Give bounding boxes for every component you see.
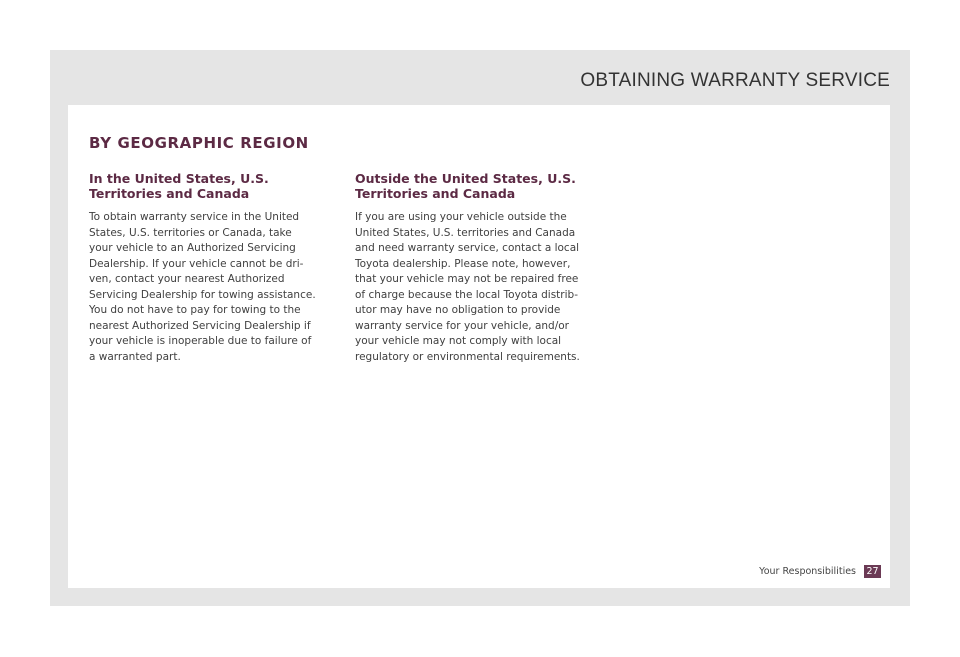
left-body-line: ven, contact your nearest Authorized [89,273,285,285]
page-footer [759,565,881,578]
left-body-line: a warranted part. [89,350,181,363]
page-header-title: OBTAINING WARRANTY SERVICE [580,70,890,91]
left-body-line: nearest Authorized Servicing Dealership if [89,319,311,332]
right-body-line: your vehicle may not comply with local [355,335,562,347]
right-title-line: Outside the United States, U.S. [355,171,576,186]
left-body-line: Servicing Dealership for towing assistance. [89,288,316,301]
left-column-body [89,210,339,365]
right-body-line: that your vehicle may not be repaired free [355,273,579,285]
left-body-line: Dealership. If your vehicle cannot be dri- [89,257,304,270]
left-title-line: Territories and Canada [89,186,250,201]
right-column [355,171,605,365]
page-number-badge: 27 [864,565,881,578]
right-body-line: of charge because the local Toyota distrib- [355,288,578,301]
right-body-line: and need warranty service, contact a local [355,242,580,254]
right-body-line: regulatory or environmental requirements. [355,350,580,363]
left-body-line: To obtain warranty service in the United [89,211,300,223]
right-body-line: United States, U.S. territories and Canada [355,226,576,239]
left-body-line: your vehicle is inoperable due to failure of [89,335,312,347]
left-title-line: In the United States, U.S. [89,171,269,186]
right-title-line: Territories and Canada [355,186,516,201]
left-column [89,171,339,365]
left-body-line: your vehicle to an Authorized Servicing [89,242,296,254]
right-body-line: Toyota dealership. Please note, however, [355,257,571,270]
right-body-line: warranty service for your vehicle, and/or [355,319,570,332]
right-body-line: utor may have no obligation to provide [355,304,561,316]
right-column-title [355,171,605,201]
left-body-line: You do not have to pay for towing to the [89,304,301,316]
footer-section-label: Your Responsibilities [759,566,856,577]
content-panel [68,105,890,588]
section-heading: BY GEOGRAPHIC REGION [89,134,309,152]
right-body-line: If you are using your vehicle outside the [355,211,567,223]
left-body-line: States, U.S. territories or Canada, take [89,226,292,239]
right-column-body [355,210,605,365]
left-column-title [89,171,339,201]
page-frame [50,50,910,606]
